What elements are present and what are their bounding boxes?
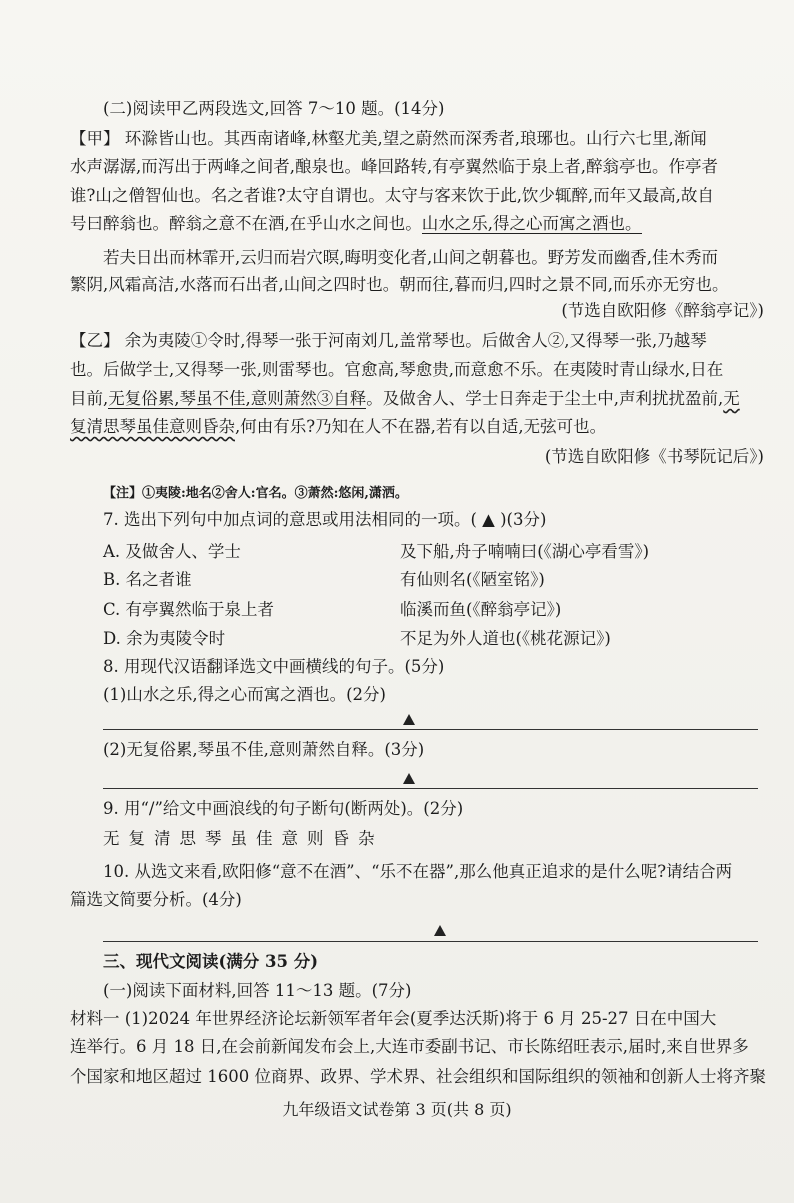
q9-stem: 9. 用“/”给文中画浪线的句子断句(断两处)。(2分) [103,799,464,818]
jia-line-1: 【甲】 环滁皆山也。其西南诸峰,林壑尤美,望之蔚然而深秀者,琅琊也。山行六七里,渐闻 [70,129,707,148]
q10-answer-line[interactable] [103,941,758,942]
annotation-note: 【注】①夷陵:地名②舍人:官名。③萧然:悠闲,潇洒。 [103,486,408,501]
underlined-sentence-1: 山水之乐,得之心而寓之酒也。 [421,214,642,233]
q7-option-a: A. 及做舍人、学士 [103,542,241,561]
answer-triangle-icon [434,925,446,936]
q10-line-2: 篇选文简要分析。(4分) [70,890,242,909]
page-footer: 九年级语文试卷第 3 页(共 8 页) [282,1100,512,1119]
jia-line-2: 水声潺潺,而泻出于两峰之间者,酿泉也。峰回路转,有亭翼然临于泉上者,醉翁亭也。作亭者 [70,157,718,176]
q8-sentence-2: (2)无复俗累,琴虽不佳,意则萧然自释。(3分) [103,740,425,759]
jia-source: (节选自欧阳修《醉翁亭记》) [561,301,764,320]
q9-sentence: 无复清思琴虽佳意则昏杂 [103,829,384,848]
q7-option-d: D. 余为夷陵令时 [103,629,226,648]
material-1-line-2: 连举行。6 月 18 日,在会前新闻发布会上,大连市委副书记、市长陈绍旺表示,届时,来自世界多 [70,1037,749,1056]
section3-subtitle: (一)阅读下面材料,回答 11～13 题。(7分) [103,981,412,1000]
q7-option-b-compare: 有仙则名(《陋室铭》) [400,570,545,589]
q7-option-a-compare: 及下船,舟子喃喃曰(《湖心亭看雪》) [400,542,650,561]
q7-option-c-compare: 临溪而鱼(《醉翁亭记》) [400,600,562,619]
q8-stem: 8. 用现代汉语翻译选文中画横线的句子。(5分) [103,657,445,676]
material-1-line-3: 个国家和地区超过 1600 位商界、政界、学术界、社会组织和国际组织的领袖和创新人士将齐聚 [70,1067,766,1086]
section2-title: (二)阅读甲乙两段选文,回答 7～10 题。(14分) [103,99,445,118]
q8-answer-line-1[interactable] [103,729,758,730]
yi-line-4b: ,何由有乐?乃知在人不在器,若有以自适,无弦可也。 [235,417,607,436]
wavy-sentence-start: 无 [723,389,740,408]
q7-stem: 7. 选出下列句中加点词的意思或用法相同的一项。( ▲ )(3分) [103,510,547,529]
q7-option-b: B. 名之者谁 [103,570,192,589]
jia-line-4 [70,213,770,235]
underlined-sentence-2: 无复俗累,琴虽不佳,意则萧然③自释 [108,389,367,408]
jia-line-3: 谁?山之僧智仙也。名之者谁?太守自谓也。太守与客来饮于此,饮少辄醉,而年又最高,故自 [70,186,714,205]
yi-line-3c: 。及做舍人、学士日奔走于尘土中,声利扰扰盈前, [366,389,724,408]
jia-line-6: 繁阴,风霜高洁,水落而石出者,山间之四时也。朝而往,暮而归,四时之景不同,而乐亦无穷也。 [70,275,729,294]
q7-option-c: C. 有亭翼然临于泉上者 [103,600,275,619]
jia-line-4-text: 号曰醉翁也。醉翁之意不在酒,在乎山水之间也。 [70,214,422,233]
yi-source: (节选自欧阳修《书琴阮记后》) [544,447,764,466]
yi-line-1: 【乙】 余为夷陵①令时,得琴一张于河南刘几,盖常琴也。后做舍人②,又得琴一张,乃越琴 [70,331,707,350]
jia-line-5: 若夫日出而林霏开,云归而岩穴暝,晦明变化者,山间之朝暮也。野芳发而幽香,佳木秀而 [103,248,718,267]
q8-answer-line-2[interactable] [103,788,758,789]
yi-line-3a: 目前, [70,389,109,408]
answer-triangle-icon [403,773,415,784]
material-1-line-1: 材料一 (1)2024 年世界经济论坛新领军者年会(夏季达沃斯)将于 6 月 25-27 日在中国大 [70,1009,717,1028]
q8-sentence-1: (1)山水之乐,得之心而寓之酒也。(2分) [103,685,386,704]
q7-option-d-compare: 不足为外人道也(《桃花源记》) [400,629,611,648]
q10-line-1: 10. 从选文来看,欧阳修“意不在酒”、“乐不在器”,那么他真正追求的是什么呢?请结合两 [103,862,733,881]
yi-line-3 [70,388,770,410]
answer-triangle-icon [403,714,415,725]
yi-line-4 [70,416,770,438]
wavy-sentence: 复清思琴虽佳意则昏杂 [70,417,235,436]
section3-title: 三、现代文阅读(满分 35 分) [103,952,319,971]
yi-line-2: 也。后做学士,又得琴一张,则雷琴也。官愈高,琴愈贵,而意愈不乐。在夷陵时青山绿水,日在 [70,360,724,379]
